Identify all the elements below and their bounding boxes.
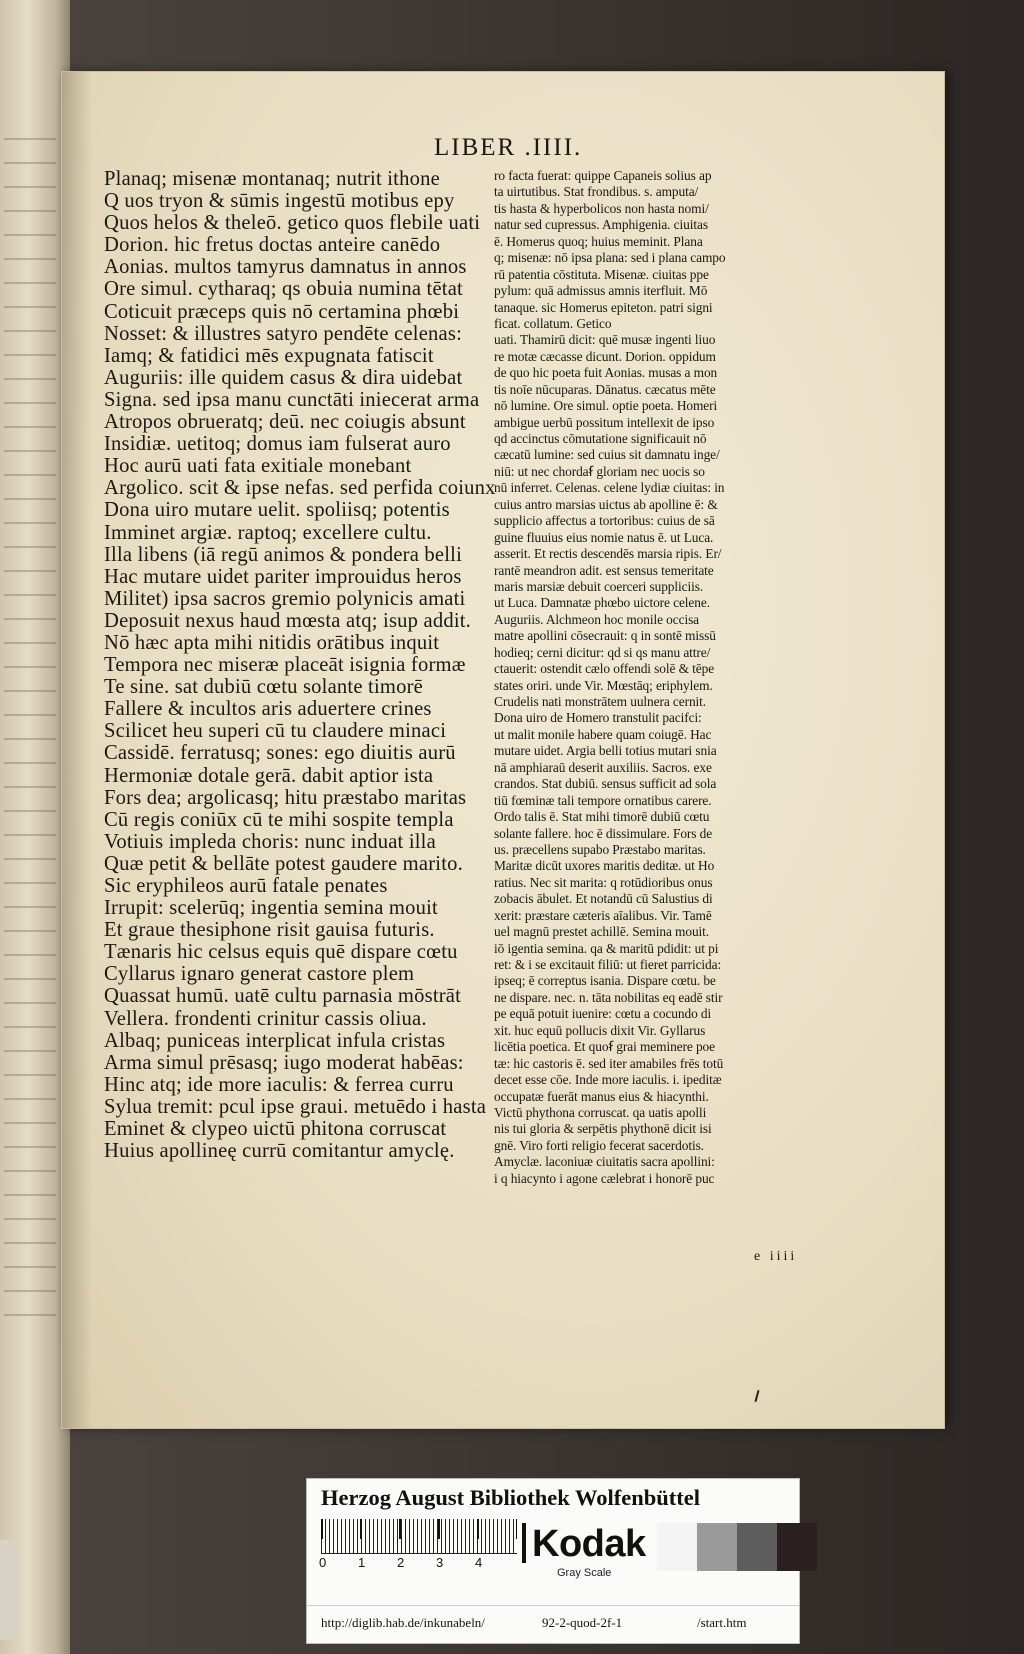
commentary-line: i q hiacynto i agone cælebrat i honorē puc [494,1170,715,1186]
commentary-line: xerit: præstare cæteris aīalibus. Vir. Tamē [494,907,712,923]
url-base: http://diglib.hab.de/inkunabeln/ [321,1615,485,1630]
verse-line: Votiuis impleda choris: nunc induat illa [104,830,436,853]
commentary-line: Amyclæ. laconiuæ ciuitatis sacra apollini: [494,1154,715,1170]
commentary-line: xit. huc equū pollucis dixit Vir. Gyllarus [494,1022,706,1038]
commentary-line: qd accinctus cōmutatione significauit nō [494,431,707,446]
url-suffix: /start.htm [697,1615,747,1630]
gray-swatches [657,1523,817,1571]
verse-line: Eminet & clypeo uictū phitona corruscat [104,1118,447,1141]
verse-line: Irrupit: scelerūq; ingentia semina mouit [104,897,438,920]
commentary-line: ro facta fuerat: quippe Capaneis solius ap [494,168,712,183]
kodak-mark [522,1523,526,1563]
gray-swatch [737,1523,777,1571]
book-page [62,72,944,1428]
commentary-line: hodieq; cerni dicitur: qd si qs manu attre/ [494,644,711,660]
verse-line: Arma simul prēsasq; iugo moderat habēas: [104,1051,464,1074]
verse-line: Fallere & incultos aris aduertere crines [104,698,432,721]
commentary-line: zobacis ābulet. Et notandū cū Salustius di [494,891,713,907]
commentary-line: tis noīe nūcuparas. Dānatus. cæcatus mēte [494,381,716,397]
gutter-shadow [62,72,92,1428]
commentary-line: ut Luca. Damnatæ phœbo uictore celene. [494,595,710,611]
verse-line: Imminet argiæ. raptoq; excellere cultu. [104,521,432,544]
ruler-number: 2 [397,1555,405,1570]
verse-line: Sic eryphileos aurū fatale penates [104,875,388,897]
commentary-line: mutare uidet. Argia belli totius mutari snia [494,743,717,759]
verse-line: Iamq; & fatidici mēs expugnata fatiscit [104,344,434,367]
commentary-line: ne dispare. nec. n. tāta nobilitas eq eadē stir [494,989,723,1005]
ruler-number: 0 [319,1555,327,1570]
commentary-line: gnē. Viro forti religio fecerat sacerdotis. [494,1137,704,1153]
running-head: LIBER .IIII. [434,134,583,161]
commentary-line: asserit. Et rectis descendēs marsia ripis. Er/ [494,546,722,562]
commentary-line: cæcatū lumine: sed cuius sit damnatu inge/ [494,447,720,463]
verse-line: Hermoniæ dotale gerā. dabit aptior ista [104,764,434,787]
commentary-line: occupatæ fuerāt manus eius & hiacynthi. [494,1088,709,1104]
verse-line: Insidiæ. uetitoq; domus iam fulserat auro [104,433,451,456]
commentary-line: Victū phythona corruscat. qa uatis apolli [494,1104,707,1120]
commentary-line: nū inferret. Celenas. celene lydiæ ciuitas: in [494,480,725,496]
commentary-line: solante fallere. hoc ē dissimulare. Fors de [494,825,713,841]
commentary-line: supplicio affectus a tortoribus: cuius de sā [494,513,715,529]
verse-line: Signa. sed ipsa manu cunctāti iniecerat arma [104,388,480,411]
commentary-line: rū patentia cōstituta. Misenæ. ciuitas ppe [494,266,709,282]
commentary-line: ut malit monile habere quam coiugē. Hac [494,726,712,742]
commentary-line: Maritæ dicūt uxores maritis deditæ. ut Ho [494,858,715,874]
facing-page-label-strip [0,1540,18,1640]
commentary-line: iō igentia semina. qa & maritū pdidit: ut pi [494,940,719,956]
facing-page-edge [0,0,70,1654]
verse-line: Planaq; misenæ montanaq; nutrit ithone [104,168,440,190]
verse-line: Hoc aurū uati fata exitiale monebant [104,455,412,478]
verse-line: Nosset: & illustres satyro pendēte celenas: [104,322,463,345]
commentary-line: uel magnū prestet achillē. Semina mouit. [494,924,710,940]
signature-mark: e iiii [754,1249,798,1264]
verse-line: Tempora nec miseræ placeāt isignia formæ [104,654,466,677]
verse-line: Quos helos & theleō. getico quos flebile uati [104,212,481,235]
verse-line: Huius apollineę currū comitantur amyclę. [104,1140,455,1163]
verse-line: Te sine. sat dubiū cœtu solante timorē [104,676,423,699]
commentary-line: ambigue uerbū possitum intellexit de ipso [494,414,715,430]
verse-line: Nō hæc apta mihi nitidis orātibus inquit [104,631,440,654]
verse-column [104,168,524,1162]
verse-line: Q uos tryon & sūmis ingestū motibus epy [104,190,455,213]
commentary-line: Ordo talis ē. Stat mihi timorē dubiū cœtu [494,809,710,825]
ruler-number: 3 [436,1555,444,1570]
verse-line: Illa libens (iā regū animos & pondera belli [104,543,463,566]
commentary-line: cuius antro marsias uictus ab apolline ē: & [494,496,718,512]
commentary-line: re motæ cæcasse dicunt. Dorion. oppidum [494,348,716,364]
ruler-number: 1 [358,1555,366,1570]
commentary-line: tæ: hic castoris ē. sed iter amabiles frēs totū [494,1055,724,1071]
verse-line: Albaq; puniceas interplicat infula cristas [104,1029,446,1052]
commentary-line: states oriri. unde Vir. Mœstāq; eriphylem. [494,677,713,693]
facing-page-text-lines [4,120,56,1320]
commentary-line: Crudelis nati monstrātem uulnera cernit. [494,694,707,709]
gray-scale-label: Gray Scale [557,1567,612,1579]
library-name: Herzog August Bibliothek Wolfenbüttel [321,1485,700,1510]
verse-line: Dona uiro mutare uelit. spoliisq; potentis [104,499,450,522]
commentary-line: nā amphiaraū deserit auxiliis. Sacros. exe [494,759,712,775]
commentary-line: maris marsiæ debuit coerceri suppliciis. [494,578,704,594]
commentary-line: ipseq; ē correptus isania. Dispare cœtu. be [494,973,716,989]
verse-line: Quæ petit & bellāte potest gaudere marito. [104,852,463,875]
verse-line: Dorion. hic fretus doctas anteire canēdo [104,234,441,257]
verse-line: Cū regis coniūx cū te mihi sospite templa [104,808,454,831]
commentary-line: us. præcellens supabo Præstabo maritas. [494,841,706,857]
verse-line: Cyllarus ignaro generat castore plem [104,963,415,986]
commentary-line: uati. Thamirū dicit: quē musæ ingenti liuo [494,332,716,348]
commentary-line: nō lumine. Ore simul. optie poeta. Homeri [494,398,718,414]
commentary-line: niū: ut nec chordaẜ gloriam nec uocis so [494,463,705,479]
verse-line: Auguriis: ille quidem casus & dira uidebat [104,366,463,389]
verse-line: Aonias. multos tamyrus damnatus in annos [104,256,467,279]
commentary-line: ctauerit: ostendit cælo offendi solē & tēpe [494,661,715,677]
commentary-line: tanaque. sic Homerus epiteton. patri signi [494,299,713,315]
card-divider [307,1605,799,1606]
commentary-line: tiū fœminæ tali tempore ornatibus carere. [494,792,712,808]
commentary-line: ta uirtutibus. Stat frondibus. s. amputa/ [494,184,699,200]
commentary-column [494,168,894,1187]
verse-line: Argolico. scit & ipse nefas. sed perfida coiunx [104,477,496,500]
gray-swatch [697,1523,737,1571]
verse-line: Hac mutare uidet pariter improuidus heros [104,565,462,588]
verse-line: Cassidē. ferratusq; sones: ego diuitis aurū [104,742,456,765]
verse-line: Deposuit nexus haud mœsta atq; isup addit. [104,609,472,632]
commentary-line: licētia poetica. Et quoẜ grai meminere poe [494,1039,715,1055]
commentary-line: nis tui gloria & serpētis phythonē dicit isi [494,1121,712,1137]
verse-line: Sylua tremit: pcul ipse graui. metuēdo i hasta [104,1095,487,1118]
commentary-line: pe equā potuit iuenire: cœtu a cocundo di [494,1006,712,1022]
ink-mark [754,1390,759,1402]
verse-line: Ore simul. cytharaq; qs obuia numina tētat [104,278,463,301]
commentary-line: Dona uiro de Homero transtulit pacifci: [494,710,702,726]
verse-line: Scilicet heu superi cū tu claudere minaci [104,720,447,743]
gray-swatch [777,1523,817,1571]
commentary-line: decet esse cōe. Inde more iaculis. i. ipeditæ [494,1072,722,1088]
verse-line: Vellera. frondenti crinitur cassis oliua. [104,1007,427,1030]
verse-line: Atropos obrueratq; deū. nec coiugis absunt [104,411,466,434]
verse-line: Tænaris hic celsus equis quē dispare cœtu [104,941,458,964]
commentary-line: ratius. Nec sit marita: q rotūdioribus onus [494,874,713,890]
verse-line: Fors dea; argolicasq; hitu præstabo maritas [104,786,467,809]
commentary-line: crandos. Stat dubiū. sensus sufficit ad sola [494,776,717,792]
url-id: 92-2-quod-2f-1 [542,1615,623,1630]
verse-line: Hinc atq; ide more iaculis: & ferrea curru [104,1073,454,1096]
ruler-major-ticks [321,1519,517,1539]
verse-line: Quassat humū. uatē cultu parnasia mōstrāt [104,985,462,1008]
kodak-logo: Kodak [532,1523,646,1565]
commentary-line: pylum: quā admissus amnis iterfluit. Mō [494,283,708,299]
commentary-line: matre apollini cōsecrauit: q in sontē missū [494,628,716,644]
commentary-line: ret: & i se excitauit filiū: ut fieret parricida: [494,957,722,972]
verse-line: Et graue thesiphone risit gauisa futuris. [104,919,435,942]
commentary-line: q; misenæ: nō ipsa plana: sed i plana campo [494,250,726,266]
commentary-line: guine fluuius eius nomie natus ē. ut Luca. [494,529,714,545]
ruler-number: 4 [475,1555,483,1570]
library-target-card [306,1478,800,1644]
commentary-line: Auguriis. Alchmeon hoc monile occisa [494,611,700,627]
verse-line: Coticuit præceps quis nō certamina phœbi [104,300,460,323]
commentary-line: de quo hic poeta fuit Aonias. musas a mon [494,365,718,381]
commentary-line: rantē meandron adit. est sensus temeritate [494,562,714,578]
commentary-line: ē. Homerus quoq; huius meminit. Plana [494,233,703,249]
commentary-line: tis hasta & hyperbolicos non hasta nomi/ [494,200,709,216]
commentary-line: natur sed cupressus. Amphigenia. ciuitas [494,217,708,233]
verse-line: Militet) ipsa sacros gremio polynicis amati [104,587,466,610]
gray-swatch [657,1523,697,1571]
commentary-line: ficat. collatum. Getico [494,315,612,331]
